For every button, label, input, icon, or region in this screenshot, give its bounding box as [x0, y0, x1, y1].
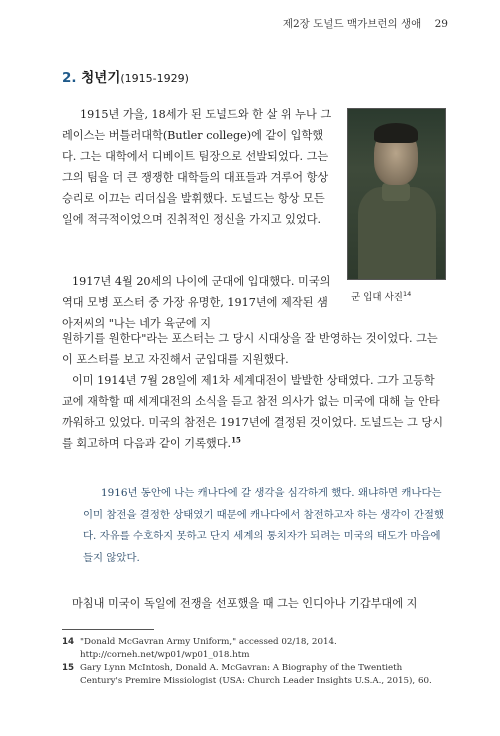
- paragraph-1: 1915년 가을, 18세가 된 도널드와 한 살 위 누나 그레이스는 버틀러대학(Butler college)에 같이 입학했다. 그는 대학에서 디베이트 팀장으로 선발되었다. 그는 그의 팀을 더 큰 쟁쟁한 대학들의 대표들과 겨루어 항상 승리로 이끄는 리더십을 발휘했다. 도널드는 항상 모든 일에 적극적이었으며 진취적인 정신을 가지고 있었다.: [62, 108, 332, 226]
- running-header: [283, 16, 448, 31]
- paragraph-2: 1917년 4월 20세의 나이에 군대에 입대했다. 미국의 역대 모병 포스터 중 가장 유명한, 1917년에 제작된 샘 아저씨의 "나는 네가 육군에 지: [62, 275, 331, 330]
- footnote-ref-15[interactable]: 15: [231, 435, 241, 445]
- photo-caption-ref: 14: [402, 289, 412, 298]
- collar-shape: [382, 183, 410, 201]
- paragraph-4-text: 이미 1914년 7월 28일에 제1차 세계대전이 발발한 상태였다. 그가 고등학교에 재학할 때 세계대전의 소식을 듣고 참전 의사가 없는 미국에 대해 늘 안타까워하고 있었다. 미국의 참전은 1917년에 결정된 것이었다. 도널드는 그 당시를 회고하며 다음과 같이 기록했다.: [62, 374, 443, 450]
- footnote-14: [62, 636, 444, 661]
- hair-shape: [374, 123, 418, 143]
- section-title-text: 청년기: [81, 70, 121, 86]
- chapter-title: 제2장 도널드 맥가브런의 생애: [282, 18, 422, 30]
- paragraph-3: 원하기를 원한다"라는 포스터는 그 당시 시대상을 잘 반영하는 것이었다. 그는 이 포스터를 보고 자진해서 군입대를 지원했다.: [62, 332, 438, 366]
- page-number: 29: [434, 18, 448, 30]
- paragraph-5: 마침내 미국이 독일에 전쟁을 선포했을 때 그는 인디아나 기갑부대에 지: [72, 597, 418, 610]
- section-years: (1915-1929): [120, 72, 189, 85]
- footnote-text: Gary Lynn McIntosh, Donald A. McGavran: A Biography of the Twentieth Century's Premire Missiologist (USA: Church Leader Insights U.S.A., 2015), 60.: [80, 663, 432, 686]
- photo-caption-text: 군 입대 사진: [351, 292, 403, 303]
- block-quote: 1916년 동안에 나는 캐나다에 갈 생각을 심각하게 했다. 왜냐하면 캐나다는 이미 참전을 결정한 상태였기 때문에 캐나다에서 참전하고자 하는 생각이 간절했다. 자유를 수호하지 못하고 단지 세계의 통치자가 되려는 미국의 태도가 마음에 들지 않았다.: [83, 487, 444, 564]
- footnote-divider: [62, 629, 154, 630]
- footnote-number: 15: [62, 663, 75, 673]
- photo-caption: [351, 289, 411, 303]
- footnote-text: "Donald McGavran Army Uniform," accessed 02/18, 2014. http://corneh.net/wp01/wp01_018.htm: [80, 637, 337, 660]
- paragraph-4: [62, 370, 444, 454]
- footnote-15: [62, 662, 444, 687]
- army-portrait-photo: [347, 108, 446, 280]
- footnote-number: 14: [62, 637, 75, 647]
- section-number: 2.: [62, 70, 77, 86]
- section-heading: [62, 66, 189, 86]
